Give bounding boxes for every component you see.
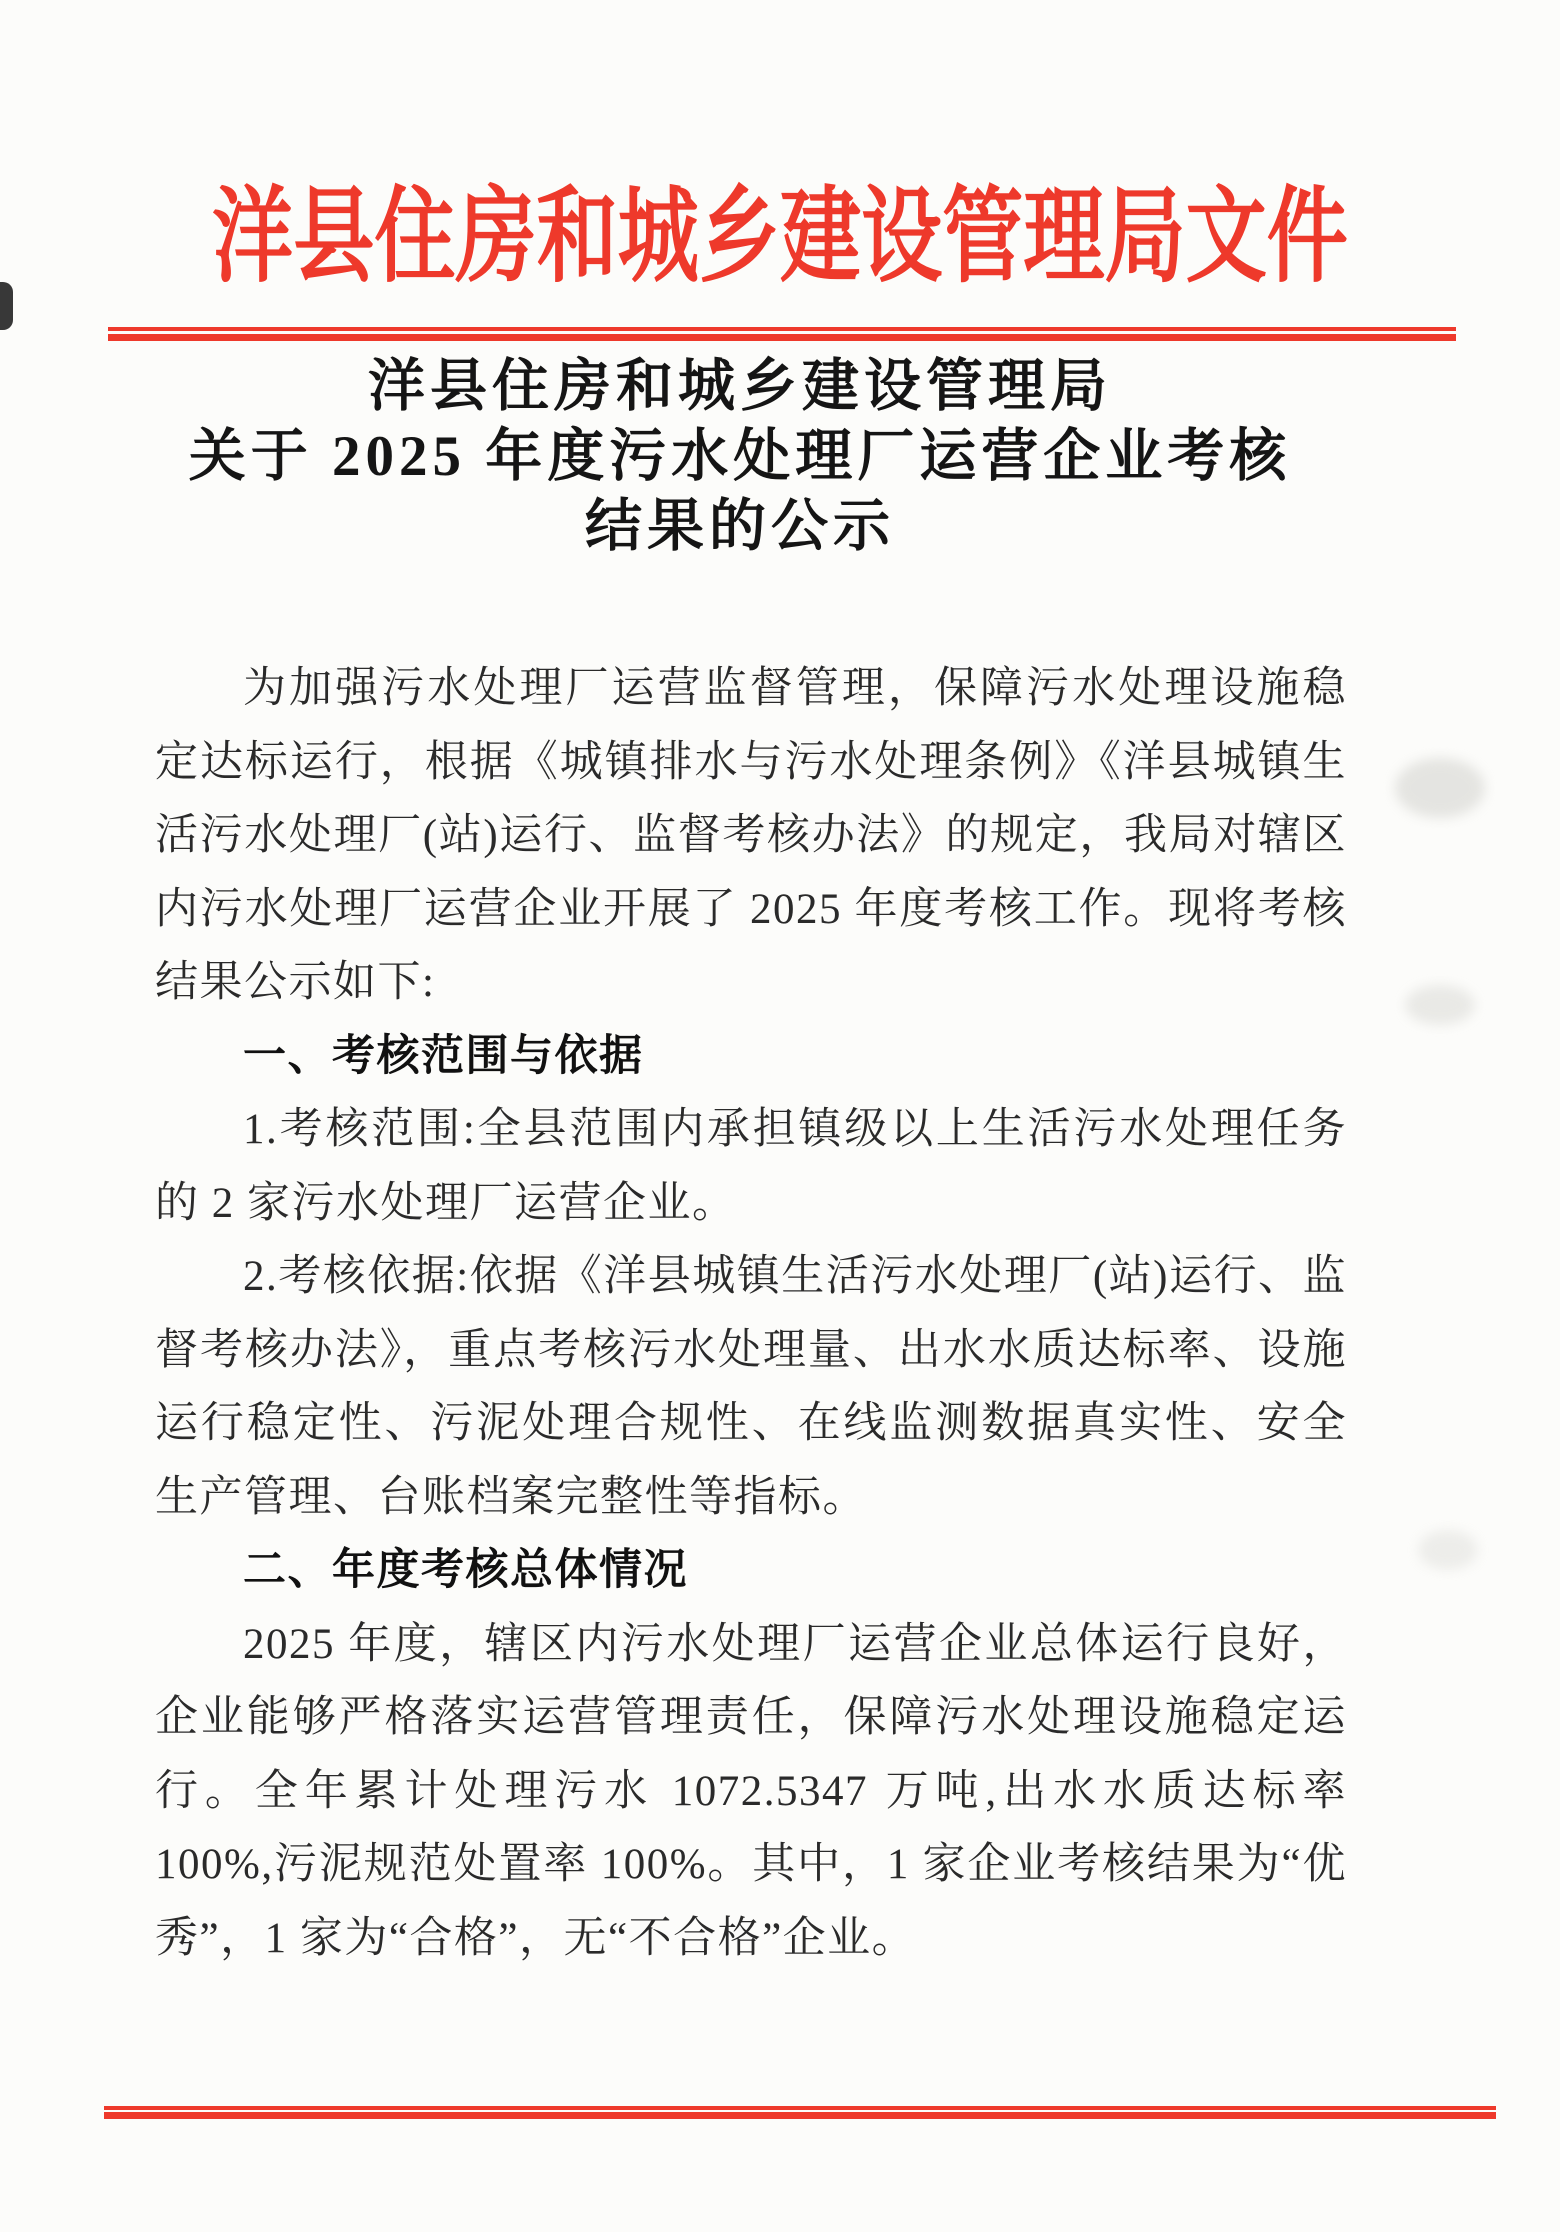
paragraph-intro: 为加强污水处理厂运营监督管理，保障污水处理设施稳定达标运行，根据《城镇排水与污水处理条例》《洋县城镇生活污水处理厂(站)运行、监督考核办法》的规定，我局对辖区内污水处理厂运营企业开展了 2025 年度考核工作。现将考核结果公示如下: [155, 665, 1347, 1006]
section-heading-scope: 一、考核范围与依据 [243, 1031, 644, 1080]
scan-smudge [1395, 758, 1485, 818]
footer-separator-thick-line [104, 2112, 1496, 2119]
title-line-1: 洋县住房和城乡建设管理局 [368, 355, 1112, 418]
document-masthead: 洋县住房和城乡建设管理局文件 [212, 180, 1348, 295]
paragraph-scope: 1.考核范围:全县范围内承担镇级以上生活污水处理任务的 2 家污水处理厂运营企业。 [155, 1106, 1347, 1227]
footer-separator-line [104, 2106, 1496, 2119]
scan-artifact-edge-mark [0, 282, 13, 330]
document-body [155, 652, 1347, 1975]
scan-smudge [1405, 985, 1475, 1025]
paragraph-basis: 2.考核依据:依据《洋县城镇生活污水处理厂(站)运行、监督考核办法》，重点考核污水处理量、出水水质达标率、设施运行稳定性、污泥处理合规性、在线监测数据真实性、安全生产管理、台账档案完整性等指标。 [155, 1253, 1347, 1521]
section-heading-overall: 二、年度考核总体情况 [243, 1546, 688, 1594]
document-title [80, 352, 1400, 562]
scan-smudge [1418, 1530, 1478, 1570]
paragraph-overall: 2025 年度，辖区内污水处理厂运营企业总体运行良好，企业能够严格落实运营管理责任，保障污水处理设施稳定运行。全年累计处理污水 1072.5347 万吨,出水水质达标率 100%,污泥规范处置率 100%。其中，1 家企业考核结果为“优秀”，1 家为“合格”，无“不合格”企业。 [155, 1620, 1347, 1962]
title-line-3: 结果的公示 [585, 495, 895, 558]
header-separator-line [108, 327, 1456, 341]
title-line-2: 关于 2025 年度污水处理厂运营企业考核 [188, 425, 1292, 488]
header-separator-thick-line [108, 334, 1456, 341]
